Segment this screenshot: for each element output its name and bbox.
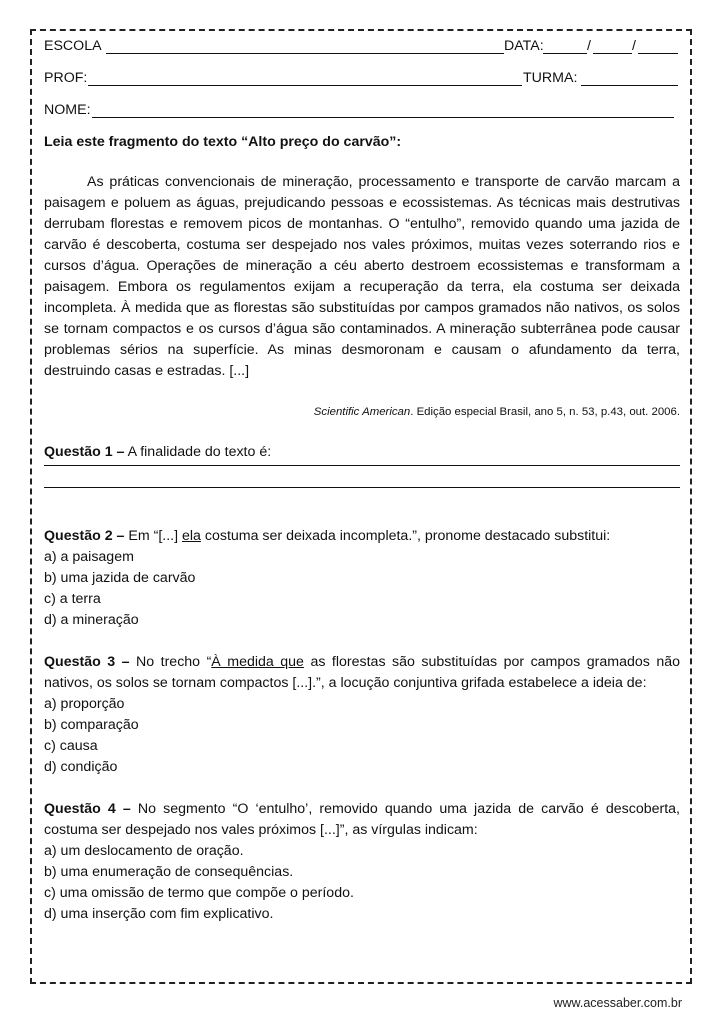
question-3-text-after: as florestas são substituídas por campos gramados não nativos, os solos se tornam compactos [...].”, a locução conjuntiva grifada estabelece a ideia de: xyxy=(44,654,680,691)
question-3-prompt xyxy=(44,652,680,694)
question-1-text: A finalidade do texto é: xyxy=(124,444,272,460)
question-3-option-b[interactable]: b) comparação xyxy=(44,717,139,733)
question-2-option-a[interactable]: a) a paisagem xyxy=(44,549,134,565)
question-3-label: Questão 3 – xyxy=(44,654,130,670)
date-sep-1: / xyxy=(587,38,591,54)
passage-text: As práticas convencionais de mineração, processamento e transporte de carvão marcam a paisagem e poluem as águas, prejudicando pessoas e ecossistemas. As técnicas mais destrutivas derrubam florestas e removem picos de montanhas. O “entulho”, removido quando uma jazida de carvão é descoberta, costuma ser despejado nos vales próximos, muitas vezes soterrando rios e cursos d’água. Operações de mineração a céu aberto destroem ecossistemas e transformam a paisagem. Embora os regulamentos exijam a recuperação da terra, ela costuma ser deixada incompleta. À medida que as florestas são substituídas por campos gramados não nativos, os solos se tornam compactos e os cursos d’água são contaminados. A mineração subterrânea pode causar problemas sérios na superfície. As minas desmoronam e causam o afundamento da terra, destruindo casas e estradas. [...] xyxy=(44,174,680,379)
escola-field[interactable] xyxy=(106,53,504,54)
header-row-prof xyxy=(44,68,680,89)
question-3-option-c[interactable]: c) causa xyxy=(44,738,98,754)
nome-label: NOME: xyxy=(44,102,91,118)
date-day-field[interactable] xyxy=(543,53,587,54)
question-4-text: No segmento “O ‘entulho’, removido quando uma jazida de carvão é descoberta, costuma ser despejado nos vales próximos [...]”, as vírgulas indicam: xyxy=(44,801,680,838)
header-row-nome xyxy=(44,100,680,121)
question-2-option-d[interactable]: d) a mineração xyxy=(44,612,139,628)
question-3-option-a[interactable]: a) proporção xyxy=(44,696,125,712)
question-4-label: Questão 4 – xyxy=(44,801,131,817)
question-2-prompt xyxy=(44,526,680,547)
question-1 xyxy=(44,442,680,488)
nome-field[interactable] xyxy=(92,117,674,118)
question-2-text-before: Em “[...] xyxy=(124,528,182,544)
date-month-field[interactable] xyxy=(593,53,632,54)
question-2-option-b[interactable]: b) uma jazida de carvão xyxy=(44,570,196,586)
question-4 xyxy=(44,799,680,925)
turma-field[interactable] xyxy=(581,85,678,86)
question-3-highlight: À medida que xyxy=(211,654,304,670)
answer-line-1[interactable] xyxy=(44,465,680,466)
question-4-option-c[interactable]: c) uma omissão de termo que compõe o período. xyxy=(44,885,354,901)
question-2 xyxy=(44,526,680,631)
question-4-option-b[interactable]: b) uma enumeração de consequências. xyxy=(44,864,294,880)
prof-label: PROF: xyxy=(44,70,88,86)
question-2-option-c[interactable]: c) a terra xyxy=(44,591,101,607)
question-3-text-before: No trecho “ xyxy=(129,654,212,670)
prof-field[interactable] xyxy=(88,85,522,86)
source-citation xyxy=(44,402,680,423)
source-title: Scientific American xyxy=(313,406,411,418)
escola-label: ESCOLA xyxy=(44,38,102,54)
question-2-text-after: costuma ser deixada incompleta.”, pronome destacado substitui: xyxy=(200,528,611,544)
answer-line-2[interactable] xyxy=(44,487,680,488)
worksheet xyxy=(44,36,680,925)
data-label: DATA: xyxy=(504,38,544,54)
question-4-prompt xyxy=(44,799,680,841)
turma-label: TURMA: xyxy=(523,70,578,86)
date-sep-2: / xyxy=(632,38,636,54)
question-1-label: Questão 1 – xyxy=(44,444,125,460)
question-3 xyxy=(44,652,680,778)
footer-website[interactable]: www.acessaber.com.br xyxy=(553,996,682,1010)
question-1-prompt xyxy=(44,442,680,463)
header-row-escola xyxy=(44,36,680,57)
question-4-option-d[interactable]: d) uma inserção com fim explicativo. xyxy=(44,906,274,922)
date-year-field[interactable] xyxy=(638,53,678,54)
source-details: . Edição especial Brasil, ano 5, n. 53, p.43, out. 2006. xyxy=(410,406,680,418)
question-3-option-d[interactable]: d) condição xyxy=(44,759,118,775)
intro-heading: Leia este fragmento do texto “Alto preço do carvão”: xyxy=(44,134,402,150)
question-2-highlight: ela xyxy=(181,528,201,544)
question-2-label: Questão 2 – xyxy=(44,528,125,544)
question-4-option-a[interactable]: a) um deslocamento de oração. xyxy=(44,843,244,859)
